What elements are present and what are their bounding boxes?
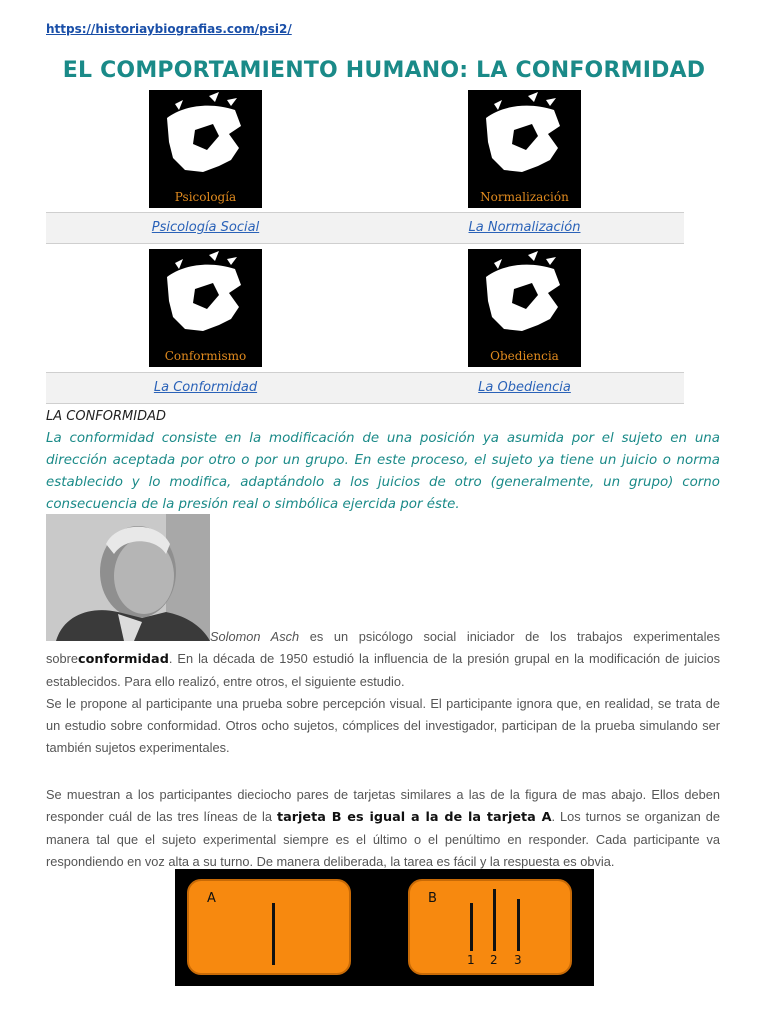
topic-image-caption: Normalización xyxy=(480,190,569,204)
line-number: 1 xyxy=(467,953,475,967)
paragraph-asch-intro xyxy=(46,626,720,759)
topic-cell-normalizacion[interactable] xyxy=(365,88,684,208)
topic-cell-conformismo[interactable] xyxy=(46,244,365,367)
topic-image-caption: Obediencia xyxy=(490,349,559,363)
paragraph-text: . En la década de 1950 estudió la influencia de la presión grupal en la modificación de juicios establecidos. Para ello realizó, entre otros, el siguiente estudio. xyxy=(46,651,720,689)
topic-image-caption: Psicología xyxy=(174,190,237,204)
line-number: 2 xyxy=(490,953,498,967)
conformity-definition: La conformidad consiste en la modificación de una posición ya asumida por el sujeto en una dirección aceptada por otro o por un grupo. En este proceso, el sujeto ya tiene un juicio o norma establecido y lo modifica, adaptándolo a los juicios de otro (generalmente, un grupo) corno consecuencia de la presión real o simbólica ejercida por éste. xyxy=(46,431,720,512)
portrait-photo-icon xyxy=(46,514,210,641)
paragraph-text: Se muestran a los participantes dieciocho pares de tarjetas similares a las de la figura de mas abajo. Ellos deben responder cuál de las tres líneas de la xyxy=(46,787,720,824)
topic-cell-psicologia[interactable] xyxy=(46,88,365,208)
card-b xyxy=(408,879,572,975)
topic-image-normalizacion[interactable] xyxy=(468,90,581,208)
comparison-line-2 xyxy=(493,889,496,951)
topic-image-conformismo[interactable] xyxy=(149,249,262,367)
topic-image-caption: Conformismo xyxy=(164,349,247,363)
bold-term: tarjeta B es igual a la de la tarjeta A xyxy=(276,810,552,825)
solomon-asch-photo xyxy=(46,514,210,641)
topic-image-psicologia[interactable] xyxy=(149,90,262,208)
asch-cards-figure xyxy=(175,869,594,986)
topics-image-row xyxy=(46,88,684,212)
topics-link-row xyxy=(46,212,684,244)
link-la-normalizacion[interactable]: La Normalización xyxy=(468,220,581,235)
person-name: Solomon Asch xyxy=(210,629,300,644)
link-psicologia-social[interactable]: Psicología Social xyxy=(151,220,260,235)
topics-link-row xyxy=(46,372,684,404)
paragraph-text: Se le propone al participante una prueba sobre percepción visual. El participante ignora que, en realidad, se trata de un estudio sobre conformidad. Otros ocho sujetos, cómplices del investigador, participan de la prueba simulando ser también sujetos experimentales. xyxy=(46,696,720,755)
topics-image-row xyxy=(46,244,684,372)
topic-image-obediencia[interactable] xyxy=(468,249,581,367)
paragraph-procedure xyxy=(46,784,720,873)
paragraph-text: . Los turnos se organizan de manera tal que el sujeto experimental siempre es el último o el penúltimo en responder. Cada participante va respondiendo en voz alta a su turno. De manera deliberada, la tarea es fácil y la respuesta es obvia. xyxy=(46,809,720,869)
card-letter: B xyxy=(428,891,437,906)
comparison-line-3 xyxy=(517,899,520,951)
line-number: 3 xyxy=(514,953,522,967)
topic-cell-obediencia[interactable] xyxy=(365,244,684,367)
section-heading: LA CONFORMIDAD xyxy=(46,409,167,424)
topics-grid xyxy=(46,88,684,404)
page-title: EL COMPORTAMIENTO HUMANO: LA CONFORMIDAD xyxy=(62,58,706,83)
comparison-line-1 xyxy=(470,903,473,951)
reference-line xyxy=(272,903,275,965)
paragraph-text: es un psicólogo social iniciador de los trabajos experimentales sobre xyxy=(46,629,720,666)
card-a xyxy=(187,879,351,975)
link-la-obediencia[interactable]: La Obediencia xyxy=(478,380,571,395)
bold-term: conformidad xyxy=(78,652,169,667)
card-letter: A xyxy=(207,891,216,906)
source-url-link[interactable]: https://historiaybiografias.com/psi2/ xyxy=(46,22,292,36)
link-la-conformidad[interactable]: La Conformidad xyxy=(153,380,258,395)
